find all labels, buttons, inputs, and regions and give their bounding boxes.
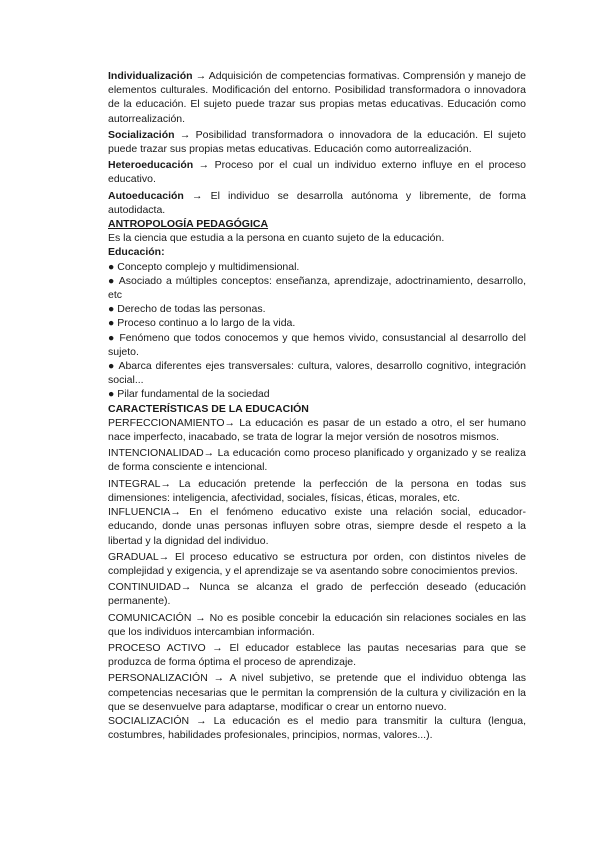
caracteristica-item: [108, 446, 526, 474]
term: INFLUENCIA→: [108, 506, 181, 519]
bullet-item: ● Proceso continuo a lo largo de la vida.: [108, 317, 296, 330]
definition: La educación como proceso planificado y organizado y se realiza de forma consciente e intencional.: [108, 447, 526, 474]
definition: La educación pretende la perfección de la persona en todas sus dimensiones: inteligencia, afectividad, sociales, físicas, éticas, morales, etc.: [108, 477, 526, 504]
caracteristica-item: [108, 550, 526, 578]
caracteristica-item: [108, 580, 526, 608]
caracteristica-item: [108, 641, 526, 669]
caracteristica-item: [108, 671, 526, 714]
intro-individualizacion: [108, 69, 526, 126]
bullet-item: ● Concepto complejo y multidimensional.: [108, 260, 300, 273]
intro-autoeducacion: [108, 189, 526, 217]
term: COMUNICACIÓN →: [108, 611, 206, 624]
term: Autoeducación: [108, 189, 184, 202]
definition: En el fenómeno educativo existe una relación social, educador-educando, donde unas personas influyen sobre otras, siempre desde el respeto a la libertad y la dignidad del individuo.: [108, 506, 526, 547]
definition: → Proceso por el cual un individuo externo influye en el proceso educativo.: [108, 159, 526, 186]
intro-socializacion: [108, 128, 526, 156]
definition: El proceso educativo se estructura por orden, con distintos niveles de complejidad y exigencia, y el aprendizaje se va asentando sobre conocimientos previos.: [108, 550, 526, 577]
term: CONTINUIDAD→: [108, 581, 192, 594]
bullet-item: ● Pilar fundamental de la sociedad: [108, 388, 270, 401]
definition: → Posibilidad transformadora o innovadora de la educación. El sujeto puede trazar sus propias metas educativas. Educación como autorrealización.: [108, 128, 526, 156]
term: Individualización: [108, 70, 193, 82]
bullet-item: ● Asociado a múltiples conceptos: enseñanza, aprendizaje, adoctrinamiento, desarrollo, etc: [108, 274, 526, 302]
definition: Nunca se alcanza el grado de perfección deseado (educación permanente).: [108, 581, 526, 608]
term: INTEGRAL→: [108, 477, 172, 490]
bullet-item: ● Fenómeno que todos conocemos y que hemos vivido, consustancial al desarrollo del sujeto.: [108, 331, 526, 358]
definition: La educación es el medio para transmitir la cultura (lengua, costumbres, habilidades profesionales, principios, normas, valores...).: [108, 714, 527, 742]
caracteristicas-heading: CARACTERÍSTICAS DE LA EDUCACIÓN: [108, 402, 309, 415]
definition: A nivel subjetivo, se pretende que el individuo obtenga las competencias necesarias que le permitan la comprensión de la cultura y civilización en la que se desenvuelve para adaptarse, modificar o crear un entorno nuevo.: [108, 672, 526, 713]
definition: → Adquisición de competencias formativas. Comprensión y manejo de elementos culturales. Modificación del entorno. Posibilidad transformadora o innovadora de la educación. El sujeto puede trazar sus propias metas educativas. Educación como autorrealización.: [108, 70, 526, 125]
document-body: [108, 69, 526, 742]
intro-heteroeducacion: [108, 158, 526, 186]
caracteristica-item: [108, 505, 526, 548]
term: PERSONALIZACIÓN →: [108, 672, 225, 685]
definition: → El individuo se desarrolla autónoma y libremente, de forma autodidacta.: [108, 189, 526, 216]
bullet-item: ● Abarca diferentes ejes transversales: cultura, valores, desarrollo cognitivo, integración social...: [108, 360, 526, 387]
caracteristica-item: [108, 714, 526, 742]
term: INTENCIONALIDAD→: [108, 447, 215, 460]
term: Heteroeducación: [108, 159, 194, 172]
term: PERFECCIONAMIENTO→: [108, 416, 235, 429]
caracteristica-item: [108, 416, 526, 444]
antropologia-heading: ANTROPOLOGÍA PEDAGÓGICA: [108, 218, 269, 231]
term: PROCESO ACTIVO →: [108, 641, 223, 654]
definition: La educación es pasar de un estado a otro, el ser humano nace imperfecto, inacabado, se trata de lograr la mejor versión de nosotros mismos.: [108, 416, 526, 444]
definition: No es posible concebir la educación sin relaciones sociales en las que los individuos intercambian información.: [108, 611, 526, 638]
term: SOCIALIZACIÓN →: [108, 714, 207, 727]
definition: El educador establece las pautas necesarias para que se produzca de forma óptima el proceso de aprendizaje.: [108, 641, 526, 669]
term: GRADUAL→: [108, 550, 170, 563]
term: Socialización: [108, 128, 175, 141]
caracteristica-item: [108, 477, 526, 505]
bullet-item: ● Derecho de todas las personas.: [108, 303, 266, 316]
educacion-subheading: Educación:: [108, 246, 165, 259]
antropologia-definition: Es la ciencia que estudia a la persona en cuanto sujeto de la educación.: [108, 232, 445, 245]
caracteristica-item: [108, 611, 526, 639]
